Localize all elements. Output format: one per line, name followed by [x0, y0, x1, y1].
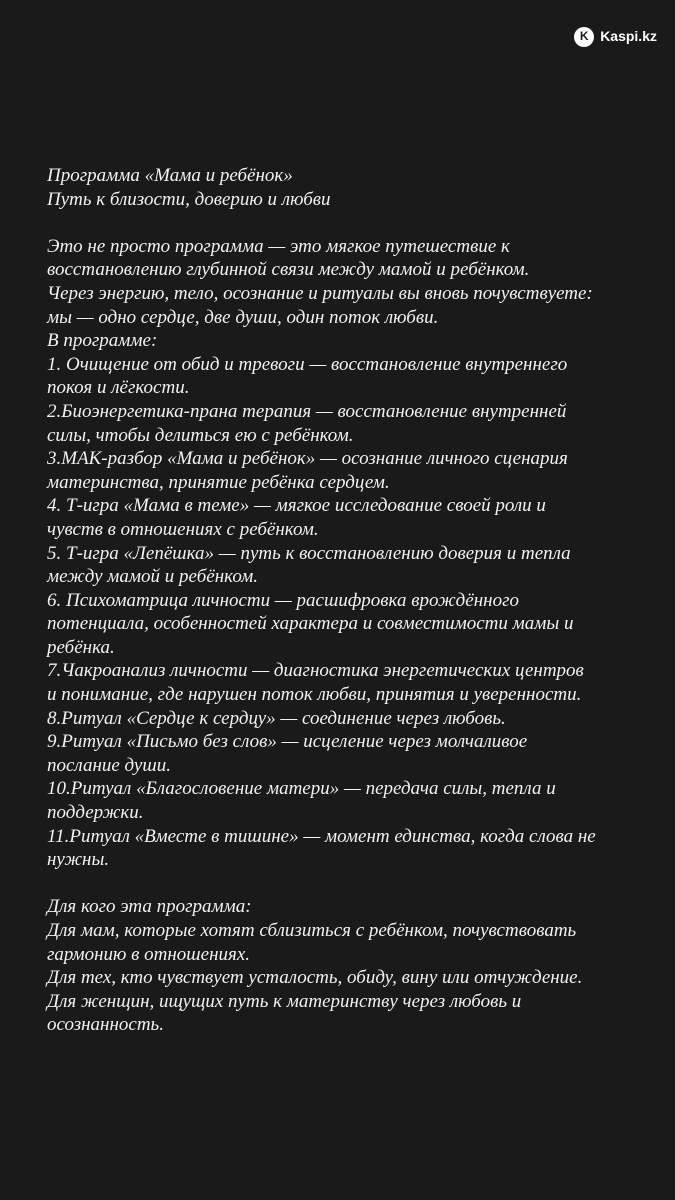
kaspi-watermark	[574, 25, 657, 49]
program-subtitle: Путь к близости, доверию и любви	[47, 188, 331, 210]
text-line: Через энергию, тело, осознание и ритуалы вы вновь почувствуете:	[47, 282, 593, 304]
text-line: 8.Ритуал «Сердце к сердцу» — соединение через любовь.	[47, 707, 506, 729]
audience-line: Для женщин, ищущих путь к материнству через любовь и	[47, 990, 522, 1012]
audience-line: гармонию в отношениях.	[47, 943, 251, 965]
text-line: 3.МАК-разбор «Мама и ребёнок» — осознание личного сценария	[47, 448, 568, 470]
text-line: ребёнка.	[47, 636, 115, 658]
text-line: нужны.	[47, 849, 110, 871]
text-line: поддержки.	[47, 802, 144, 824]
text-line: между мамой и ребёнком.	[47, 566, 258, 588]
text-line: и понимание, где нарушен поток любви, принятия и уверенности.	[47, 684, 582, 706]
program-description	[47, 164, 657, 1037]
text-line: чувств в отношениях с ребёнком.	[47, 518, 319, 540]
audience-line: осознанность.	[47, 1014, 164, 1036]
audience-line: Для мам, которые хотят сблизиться с ребёнком, почувствовать	[47, 920, 577, 941]
kaspi-logo-icon: K	[574, 27, 594, 47]
text-line: 7.Чакроанализ личности — диагностика энергетических центров	[47, 660, 584, 682]
watermark-text: Kaspi.kz	[600, 28, 657, 44]
text-line: 4. Т-игра «Мама в теме» — мягкое исследование своей роли и	[47, 495, 546, 517]
text-line: силы, чтобы делиться ею с ребёнком.	[47, 424, 354, 446]
text-line: 9.Ритуал «Письмо без слов» — исцеление через молчаливое	[47, 731, 528, 753]
audience-block	[47, 895, 657, 1037]
text-line: 2.Биоэнергетика-прана терапия — восстановление внутренней	[47, 400, 567, 422]
text-line: покоя и лёгкости.	[47, 377, 190, 399]
text-line: материнства, принятие ребёнка сердцем.	[47, 471, 390, 493]
text-line: 5. Т-игра «Лепёшка» — путь к восстановлению доверия и тепла	[47, 542, 571, 564]
program-title: Программа «Мама и ребёнок»	[47, 165, 293, 186]
text-line: восстановлению глубинной связи между мамой и ребёнком.	[47, 259, 530, 281]
text-line: 11.Ритуал «Вместе в тишине» — момент единства, когда слова не	[47, 825, 596, 847]
text-line: 6. Психоматрица личности — расшифровка врождённого	[47, 589, 519, 611]
spacer	[47, 211, 657, 235]
text-line: послание души.	[47, 754, 171, 776]
audience-line: Для кого эта программа:	[47, 896, 252, 918]
text-line: В программе:	[47, 330, 158, 352]
text-line: мы — одно сердце, две души, один поток любви.	[47, 306, 439, 328]
intro-block	[47, 235, 657, 872]
audience-line: Для тех, кто чувствует усталость, обиду, вину или отчуждение.	[47, 967, 583, 989]
text-line: 10.Ритуал «Благословение матери» — передача силы, тепла и	[47, 778, 556, 800]
spacer	[47, 872, 657, 896]
title-block	[47, 164, 657, 211]
text-line: Это не просто программа — это мягкое путешествие к	[47, 235, 510, 257]
text-line: потенциала, особенностей характера и совместимости мамы и	[47, 613, 574, 635]
text-line: 1. Очищение от обид и тревоги — восстановление внутреннего	[47, 353, 568, 375]
